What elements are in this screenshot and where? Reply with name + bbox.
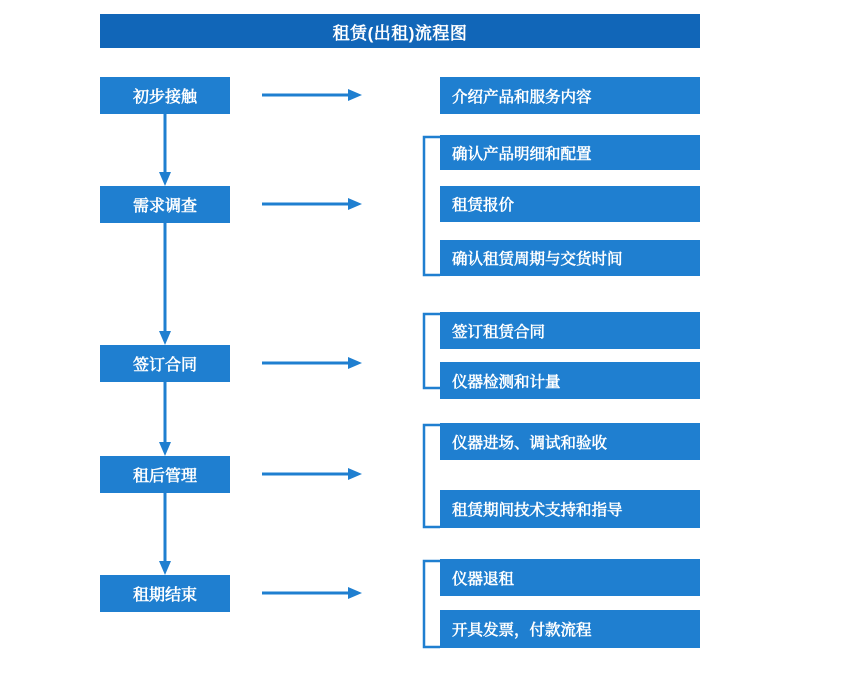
arrow-down-contact-to-survey: [159, 114, 171, 186]
bracket-rental-end-group: [418, 560, 440, 648]
page-title: 租赁(出租)流程图: [100, 14, 700, 48]
arrow-right-contract: [262, 357, 362, 369]
detail-box-rental-quotation[interactable]: 租赁报价: [440, 186, 700, 222]
arrow-right-contact: [262, 89, 362, 101]
detail-box-introduce-products[interactable]: 介绍产品和服务内容: [440, 77, 700, 114]
bracket-survey-group: [418, 136, 440, 276]
arrow-right-survey: [262, 198, 362, 210]
arrow-down-survey-to-contract: [159, 223, 171, 345]
detail-box-instrument-inspection[interactable]: 仪器检测和计量: [440, 362, 700, 399]
stage-box-initial-contact[interactable]: 初步接触: [100, 77, 230, 114]
detail-box-confirm-rental-period[interactable]: 确认租赁周期与交货时间: [440, 240, 700, 276]
stage-box-post-rental-management[interactable]: 租后管理: [100, 456, 230, 493]
detail-box-sign-rental-contract[interactable]: 签订租赁合同: [440, 312, 700, 349]
stage-box-sign-contract[interactable]: 签订合同: [100, 345, 230, 382]
arrow-right-management: [262, 468, 362, 480]
detail-box-confirm-product-details[interactable]: 确认产品明细和配置: [440, 135, 700, 170]
arrow-right-rental-end: [262, 587, 362, 599]
detail-box-instrument-entry-commissioning[interactable]: 仪器进场、调试和验收: [440, 423, 700, 460]
detail-box-invoice-payment[interactable]: 开具发票，付款流程: [440, 610, 700, 648]
bracket-management-group: [418, 424, 440, 528]
stage-box-rental-end[interactable]: 租期结束: [100, 575, 230, 612]
detail-box-technical-support[interactable]: 租赁期间技术支持和指导: [440, 490, 700, 528]
bracket-contract-group: [418, 313, 440, 389]
arrow-down-management-to-end: [159, 493, 171, 575]
stage-box-requirement-survey[interactable]: 需求调查: [100, 186, 230, 223]
arrow-down-contract-to-management: [159, 382, 171, 456]
detail-box-instrument-return[interactable]: 仪器退租: [440, 559, 700, 596]
